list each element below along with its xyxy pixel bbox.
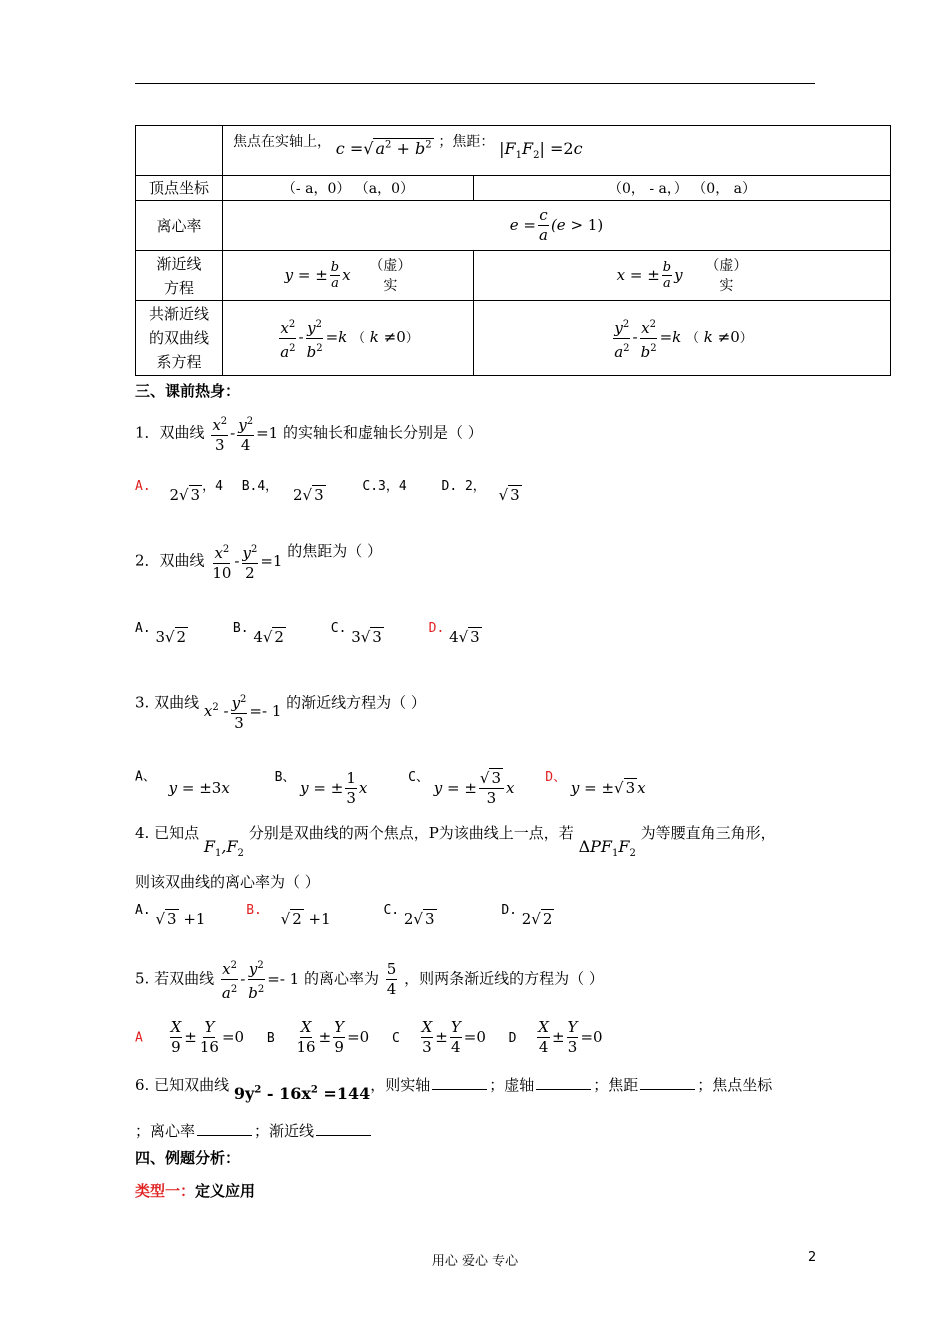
q4-option-b: B. (246, 903, 262, 918)
q2-option-c: C. (330, 621, 347, 636)
blank-focal[interactable] (640, 1075, 695, 1090)
q4-option-d-value: 2√ 2 (521, 910, 553, 928)
q1-option-a-value: 2√ 3 (169, 486, 201, 504)
q5-option-a-value: $\frac{X}{9}$ ± $\frac{Y}{16}$ =0 (170, 1018, 245, 1056)
q3-option-b-value: y = ± $\frac{1}{3}$ x (300, 769, 368, 807)
q4-triangle: $\Delta PF_1F_2$ (578, 837, 636, 860)
q5-number: 5. 若双曲线 (135, 969, 215, 988)
q3-options (135, 757, 646, 807)
eccentricity-cell (223, 201, 891, 251)
family-left-formula: $\frac{x^2}{a^2}$ - $\frac{y^2}{b^2}$ =k （ k ≠0） (277, 328, 419, 346)
q5-text: 的离心率为 (304, 969, 380, 988)
q3-option-a-value: y = ±3x (168, 778, 230, 797)
vertex-right (474, 176, 891, 201)
q3-option-c: C、 (408, 769, 429, 785)
q2-option-d-value: 4√ 3 (449, 628, 480, 646)
asymptote-right-note: （虚） 实 (705, 257, 748, 294)
family-label-3: 系方程 (156, 353, 202, 371)
q1-option-a: A. (135, 479, 151, 494)
q1-text: 的实轴长和虚轴长分别是（ ） (283, 423, 483, 442)
q3-option-c-value: y = ± $\frac{√ 3}{3}$ x (433, 769, 515, 807)
q2-text: 的焦距为（ ） (287, 541, 383, 560)
type-1-title: 定义应用 (195, 1182, 256, 1200)
table-row-vertex (136, 176, 891, 201)
q5-option-d-value: $\frac{X}{4}$ ± $\frac{Y}{3}$ =0 (538, 1018, 603, 1056)
table-row-focus (136, 126, 891, 176)
vertex-left-text: （- a，0） （a，0） (281, 181, 415, 197)
q4-number: 4. 已知点 (135, 824, 200, 842)
note-virtual: 虚 (383, 257, 398, 274)
q4-option-c-value: 2√ 3 (403, 910, 435, 928)
vertex-left (223, 176, 474, 201)
q4-options (135, 900, 554, 928)
table-row-asymptote (136, 251, 891, 301)
family-right-formula: $\frac{y^2}{a^2}$ - $\frac{x^2}{b^2}$ =k （ k ≠0） (611, 328, 753, 346)
q5-option-b: B (266, 1030, 275, 1046)
q6-focus-coord: ；焦点坐标 (697, 1076, 773, 1094)
q6-line2 (135, 1120, 373, 1141)
q6-ecc-label: ；离心率 (135, 1122, 196, 1140)
question-5 (135, 956, 604, 1003)
q2-option-b: B. (232, 621, 249, 636)
q6-text: ，则实轴 (370, 1076, 431, 1094)
q4-text: 分别是双曲线的两个焦点，P为该曲线上一点，若 (248, 824, 574, 842)
asymptote-left-note: （虚） 实 (369, 257, 412, 294)
q2-option-a-value: 3√ 2 (155, 628, 187, 646)
q3-text: 的渐近线方程为（ ） (286, 693, 426, 712)
q1-option-b-value: 2√ 3 (292, 486, 324, 504)
q4-points: $F_1,F_2$ (203, 837, 244, 860)
note-virtual-r: 虚 (719, 257, 734, 274)
q1-options: A. 2√ 3 ，4 B.4， 2√ 3 C.3，4 D. 2， √ 3 (135, 479, 520, 504)
question-4 (135, 822, 776, 860)
blank-real-axis[interactable] (432, 1075, 487, 1090)
q1-option-b: B.4， (241, 479, 279, 494)
q6-equation: $9y^2 - 16x^2 =144$ (233, 1084, 371, 1103)
q5-text2: ，则两条渐近线的方程为（ ） (404, 969, 604, 988)
q6-number: 6. 已知双曲线 (135, 1076, 230, 1094)
vertex-right-text: （0， - a，） （0， a） (607, 181, 757, 197)
question-1 (135, 412, 483, 455)
eccentricity-formula: e = $\frac{c}{a}$ (e > 1) (509, 206, 604, 244)
table-row-family (136, 301, 891, 376)
family-left (223, 301, 474, 376)
q5-option-c: C (391, 1030, 400, 1046)
q5-option-b-value: $\frac{X}{16}$ ± $\frac{Y}{9}$ =0 (296, 1018, 370, 1056)
q3-number: 3. 双曲线 (135, 693, 200, 712)
q5-option-d: D (508, 1030, 517, 1046)
note-real: 实 (383, 277, 398, 294)
note-real-r: 实 (719, 277, 734, 294)
asymptote-label (136, 251, 223, 301)
q1-option-d-value: √ 3 (498, 486, 520, 504)
question-6 (135, 1074, 773, 1103)
q5-option-c-value: $\frac{X}{3}$ ± $\frac{Y}{4}$ =0 (421, 1018, 486, 1056)
header-rule (135, 83, 815, 84)
q4-option-a: A. (135, 903, 151, 918)
section-3-title: 三、课前热身： (135, 382, 241, 400)
q5-ecc: $\frac{5}{4}$ (386, 960, 397, 998)
q3-equation: $x^2$ - $\frac{y^2}{3}$ =- 1 (204, 702, 282, 720)
q4-option-b-value: √ 2 +1 (280, 910, 331, 928)
q6-minor: ；虚轴 (489, 1076, 535, 1094)
q1-equation: $\frac{x^2}{3}$ - $\frac{y^2}{4}$ =1 (209, 424, 278, 442)
q6-asym-label: ；渐近线 (254, 1122, 315, 1140)
blank-asymptote[interactable] (316, 1121, 371, 1136)
focus-text: 焦点在实轴上， (233, 134, 331, 151)
q3-option-a: A、 (135, 769, 156, 785)
asymptote-label-1: 渐近线 (156, 254, 202, 273)
family-label (136, 301, 223, 376)
type-1-heading (135, 1180, 255, 1201)
family-label-1: 共渐近线 (148, 305, 209, 323)
table-cell-empty (136, 126, 223, 176)
q2-option-a: A. (135, 621, 151, 636)
section-4-title: 四、例题分析： (135, 1149, 241, 1167)
focus-cell (223, 126, 891, 176)
q2-option-b-value: 4√ 2 (253, 628, 284, 646)
asymptote-left (223, 251, 474, 301)
page-number: 2 (808, 1250, 817, 1265)
vertex-label: 顶点坐标 (136, 176, 223, 201)
q2-number: 2．双曲线 (135, 551, 205, 570)
q5-option-a: A (135, 1030, 143, 1046)
question-2 (135, 540, 382, 583)
q4-option-c: C. (383, 903, 400, 918)
q1-number: 1．双曲线 (135, 423, 205, 442)
q5-equation: $\frac{x^2}{a^2}$ - $\frac{y^2}{b^2}$ =- 1 (219, 970, 299, 988)
q6-focal: ；焦距 (593, 1076, 639, 1094)
asymptote-label-2: 方程 (163, 278, 194, 297)
q1-option-d: D. 2， (441, 479, 486, 494)
blank-eccentricity[interactable] (197, 1121, 252, 1136)
q4-option-d: D. (501, 903, 517, 918)
family-right (474, 301, 891, 376)
q4-text2: 为等腰直角三角形， (640, 824, 776, 842)
focal-formula: $|F_1F_2| =2c$ (499, 139, 583, 162)
q2-option-d: D. (428, 621, 445, 636)
q2-option-c-value: 3√ 3 (351, 628, 382, 646)
asymptote-right-formula: x = ± $\frac{b}{a}$ y (616, 260, 683, 291)
asymptote-right (474, 251, 891, 301)
question-3 (135, 682, 426, 732)
type-1-label: 类型一： (135, 1182, 196, 1200)
q3-option-d-value: y = ±√ 3 x (570, 778, 646, 797)
q5-options (135, 1018, 603, 1057)
q4-option-a-value: √ 3 +1 (155, 910, 206, 928)
q2-options (135, 618, 482, 646)
blank-imag-axis[interactable] (536, 1075, 591, 1090)
asymptote-left-formula: y = ± $\frac{b}{a}$ x (284, 260, 351, 291)
eccentricity-label: 离心率 (136, 201, 223, 251)
hyperbola-properties-table (135, 125, 891, 376)
c-formula: c =√ $a^2 + b^2$ (335, 139, 432, 159)
footer-motto: 用心 爱心 专心 (431, 1254, 519, 1269)
family-label-2: 的双曲线 (148, 329, 209, 347)
table-row-eccentricity (136, 201, 891, 251)
focal-sep: ；焦距： (438, 134, 495, 151)
q4-line2: 则该双曲线的离心率为（ ） (135, 873, 320, 891)
q3-option-b: B、 (274, 769, 296, 785)
q2-equation: $\frac{x^2}{10}$ - $\frac{y^2}{2}$ =1 (209, 552, 282, 570)
q1-option-c: C.3，4 (362, 479, 407, 494)
q3-option-d: D、 (545, 769, 567, 785)
